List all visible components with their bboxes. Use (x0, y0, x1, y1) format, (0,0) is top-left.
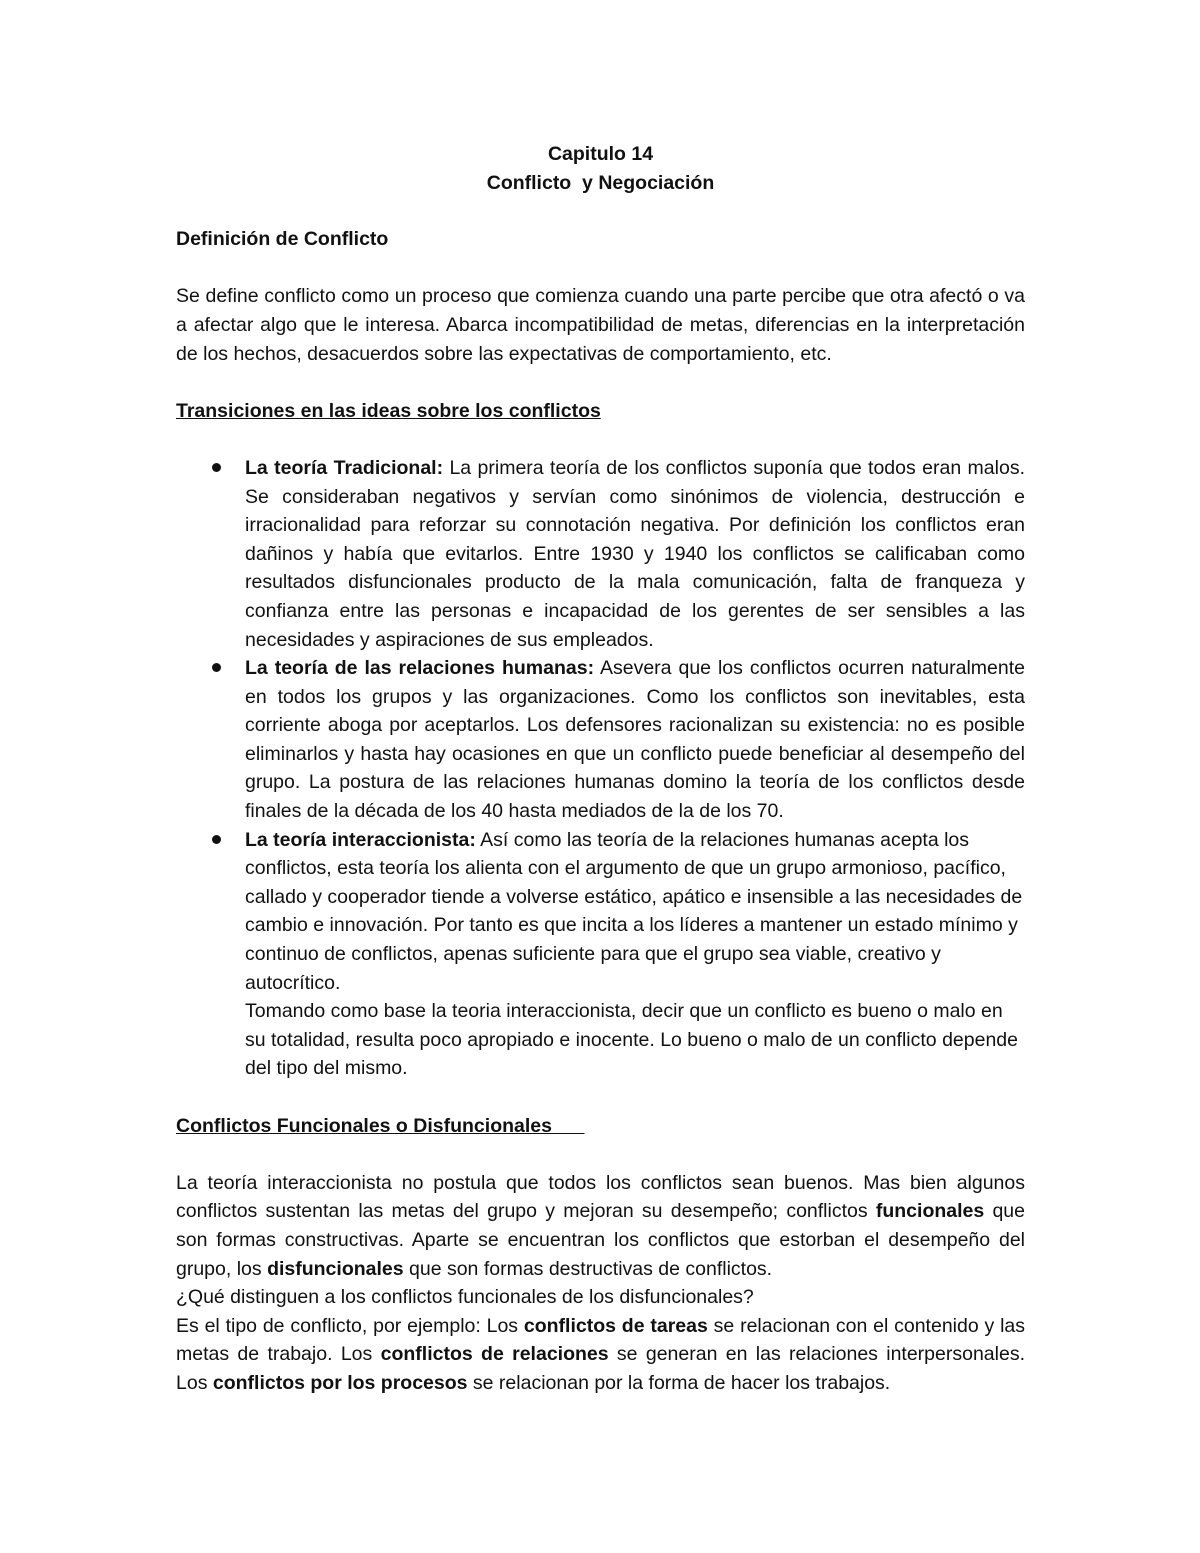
functional-heading-wrap (176, 1112, 1025, 1141)
list-item (176, 654, 1025, 826)
bold-term: funcionales (875, 1200, 985, 1223)
bullet-icon (212, 463, 221, 472)
list-item (176, 454, 1025, 654)
chapter-title: Capitulo 14 (547, 143, 654, 165)
document-subtitle: Conflicto y Negociación (486, 171, 715, 194)
transitions-heading: Transiciones en las ideas sobre los conflictos (176, 399, 601, 422)
text-span: Es el tipo de conflicto, por ejemplo: Los (176, 1314, 524, 1337)
question-line: ¿Qué distinguen a los conflictos funcionales de los disfuncionales? (176, 1286, 754, 1309)
bold-term: conflictos por los procesos (212, 1371, 468, 1394)
bold-term: conflictos de relaciones (380, 1343, 609, 1366)
bullet-icon (212, 835, 221, 844)
functional-heading: Conflictos Funcionales o Disfuncionales (176, 1114, 552, 1137)
text-span: que son formas destructivas de conflictos. (403, 1257, 773, 1280)
text-span: que son formas constructivas. Aparte se encuentran los conflictos que estorban el desempeño del grupo, los (176, 1200, 1025, 1280)
heading-underline-trail (552, 1115, 585, 1137)
theories-list (176, 454, 1025, 1083)
theory-term: La teoría de las relaciones humanas: (245, 657, 595, 680)
theory-followup: Tomando como base la teoria interaccionista, decir que un conflicto es bueno o malo en su totalidad, resulta poco apropiado e inocente. Lo bueno o malo de un conflicto depende del tipo del mismo. (245, 1000, 1018, 1080)
theory-term: La teoría interaccionista: (245, 828, 476, 851)
title-block (176, 140, 1025, 197)
text-span: se generan en las relaciones interpersonales. Los (176, 1343, 1025, 1394)
theory-text: Asevera que los conflictos ocurren naturalmente en todos los grupos y las organizaciones. Como los conflictos son inevitables, esta corriente aboga por aceptarlos. Los defensores racionalizan su existencia: no es posible eliminarlos y hasta hay ocasiones en que un conflicto puede beneficiar al desempeño del grupo. La postura de las relaciones humanas domino la teoría de los conflictos desde finales de la década de los 40 hasta mediados de la de los 70. (245, 657, 1025, 823)
list-item (176, 826, 1025, 1083)
text-span: se relacionan con el contenido y las metas de trabajo. Los (176, 1314, 1025, 1366)
definition-paragraph: Se define conflicto como un proceso que comienza cuando una parte percibe que otra afectó o va a afectar algo que le interesa. Abarca incompatibilidad de metas, diferencias en la interpretación de los hechos, desacuerdos sobre las expectativas de comportamiento, etc. (176, 285, 1025, 365)
theory-text: Así como las teoría de la relaciones humanas acepta los conflictos, esta teoría los alienta con el argumento de que un grupo armonioso, pacífico, callado y cooperador tiende a volverse estático, apático e insensible a las necesidades de cambio e innovación. Por tanto es que incita a los líderes a mantener un estado mínimo y continuo de conflictos, apenas suficiente para que el grupo sea viable, creativo y autocrítico. (245, 828, 1023, 994)
text-span: La teoría interaccionista no postula que todos los conflictos sean buenos. Mas bien algunos conflictos sustentan las metas del grupo y mejoran su desempeño; conflictos (176, 1171, 1025, 1223)
theory-text: La primera teoría de los conflictos suponía que todos eran malos. Se consideraban negativos y servían como sinónimos de violencia, destrucción e irracionalidad para reforzar su connotación negativa. Por definición los conflictos eran dañinos y había que evitarlos. Entre 1930 y 1940 los conflictos se calificaban como resultados disfuncionales producto de la mala comunicación, falta de franqueza y confianza entre las personas e incapacidad de los gerentes de ser sensibles a las necesidades y aspiraciones de sus empleados. (245, 456, 1025, 651)
bold-term: disfuncionales (267, 1257, 404, 1280)
bold-term: conflictos de tareas (523, 1314, 708, 1337)
text-span: se relacionan por la forma de hacer los trabajos. (467, 1371, 891, 1394)
bullet-icon (212, 663, 221, 672)
theory-term: La teoría Tradicional: (245, 456, 444, 479)
definition-heading: Definición de Conflicto (176, 228, 389, 251)
conflict-types-paragraph (176, 1312, 1025, 1398)
functional-paragraph (176, 1169, 1025, 1283)
